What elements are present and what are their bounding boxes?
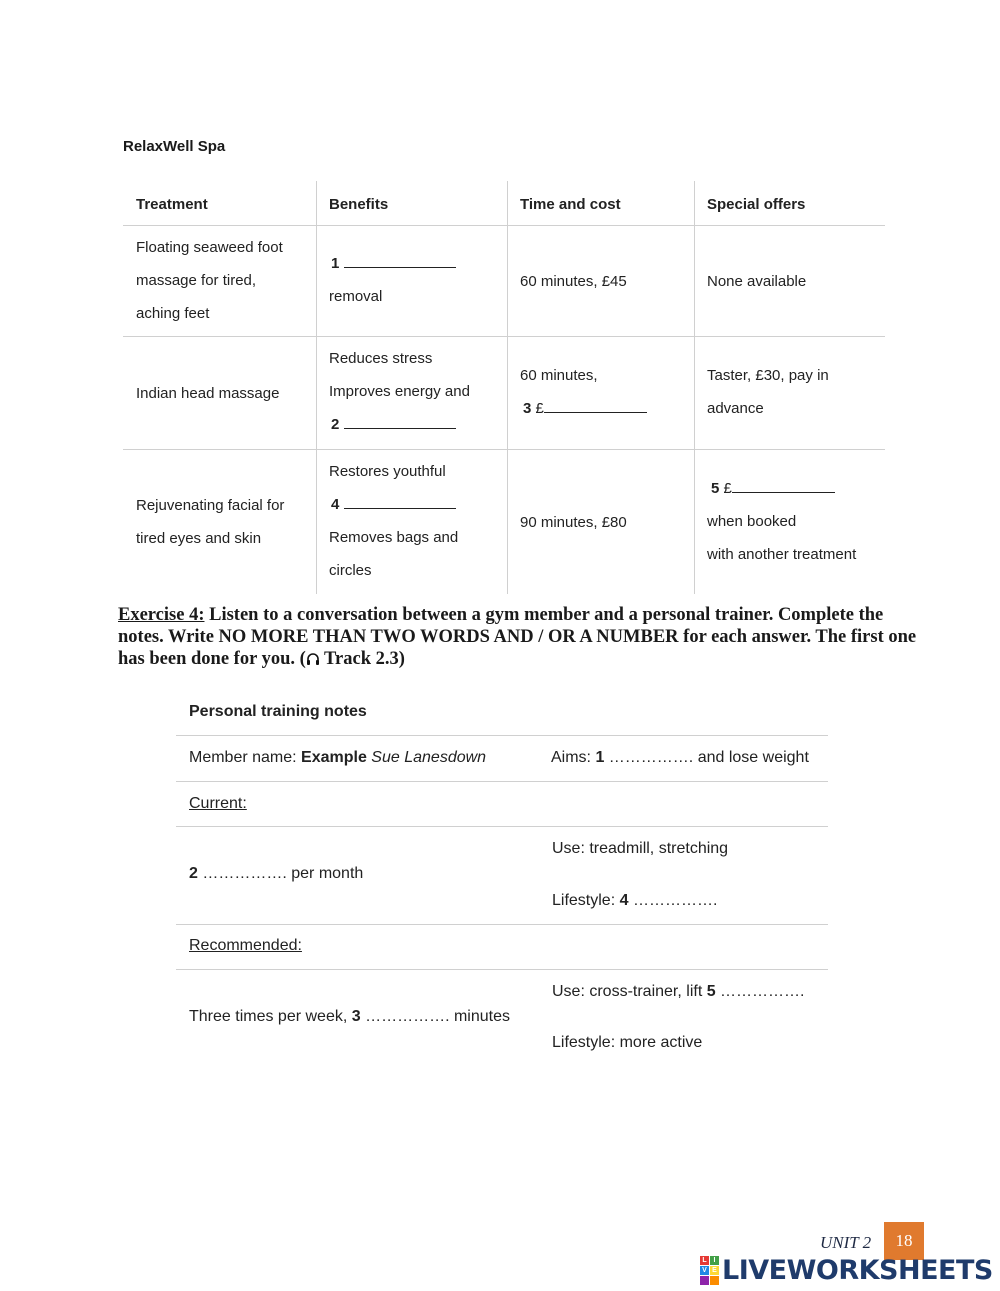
question-4: Lifestyle: 4 ……………. [552, 892, 718, 909]
header-time-cost: Time and cost [520, 196, 621, 213]
row1-treatment: Floating seaweed foot massage for tired, aching feet [136, 239, 283, 322]
answer-blank-5[interactable] [732, 478, 835, 493]
brand-name: LIVEWORKSHEETS [722, 1254, 993, 1286]
headphones-icon [306, 652, 320, 666]
header-treatment: Treatment [136, 196, 208, 213]
question-5: Use: cross-trainer, lift 5 ……………. [552, 983, 805, 1000]
unit-label: UNIT 2 [820, 1233, 872, 1252]
row3-offer: 5 £ when booked with another treatment [707, 480, 857, 563]
current-label: Current: [189, 795, 247, 812]
row3-benefit: Restores youthful 4 Removes bags and circles [329, 463, 459, 579]
question-2: 2 ……………. per month [189, 865, 364, 882]
row3-time: 90 minutes, £80 [520, 514, 627, 531]
row2-time: 60 minutes, 3 £ [520, 359, 647, 425]
page-number: 18 [884, 1222, 924, 1260]
liveworksheets-logo[interactable] [700, 1254, 993, 1286]
exercise-label: Exercise 4: [118, 605, 205, 625]
spa-title: RelaxWell Spa [123, 138, 226, 155]
lifestyle-recommended: Lifestyle: more active [552, 1034, 703, 1051]
answer-blank-1[interactable] [344, 253, 456, 268]
row1-time: 60 minutes, £45 [520, 273, 627, 290]
row2-offer: Taster, £30, pay in advance [707, 367, 829, 417]
row2-treatment: Indian head massage [136, 385, 280, 402]
recommended-label: Recommended: [189, 937, 302, 954]
answer-blank-3[interactable] [544, 398, 647, 413]
answer-blank-2[interactable] [344, 414, 456, 429]
notes-title: Personal training notes [189, 703, 367, 720]
row3-treatment: Rejuvenating facial for tired eyes and skin [136, 497, 285, 547]
answer-blank-4[interactable] [344, 494, 456, 509]
header-benefits: Benefits [329, 196, 389, 213]
row1-benefit: 1 removal [331, 247, 456, 313]
row2-benefit: Reduces stress Improves energy and 2 [329, 350, 470, 433]
row1-offer: None available [707, 273, 807, 290]
aims: Aims: 1 ……………. and lose weight [551, 749, 809, 766]
use-current: Use: treadmill, stretching [552, 840, 729, 857]
question-3: Three times per week, 3 ……………. minutes [189, 1008, 510, 1025]
exercise-instructions: Exercise 4: Listen to a conversation between a gym member and a personal trainer. Complete the notes. Write NO MORE THAN TWO WORDS AND / OR A NUMBER for each answer. The first one has been done for you. ( Track 2.3) [118, 605, 917, 669]
logo-icon: L I V E [700, 1256, 719, 1285]
header-special-offers: Special offers [707, 196, 806, 213]
member-name: Member name: Example Sue Lanesdown [189, 749, 487, 766]
